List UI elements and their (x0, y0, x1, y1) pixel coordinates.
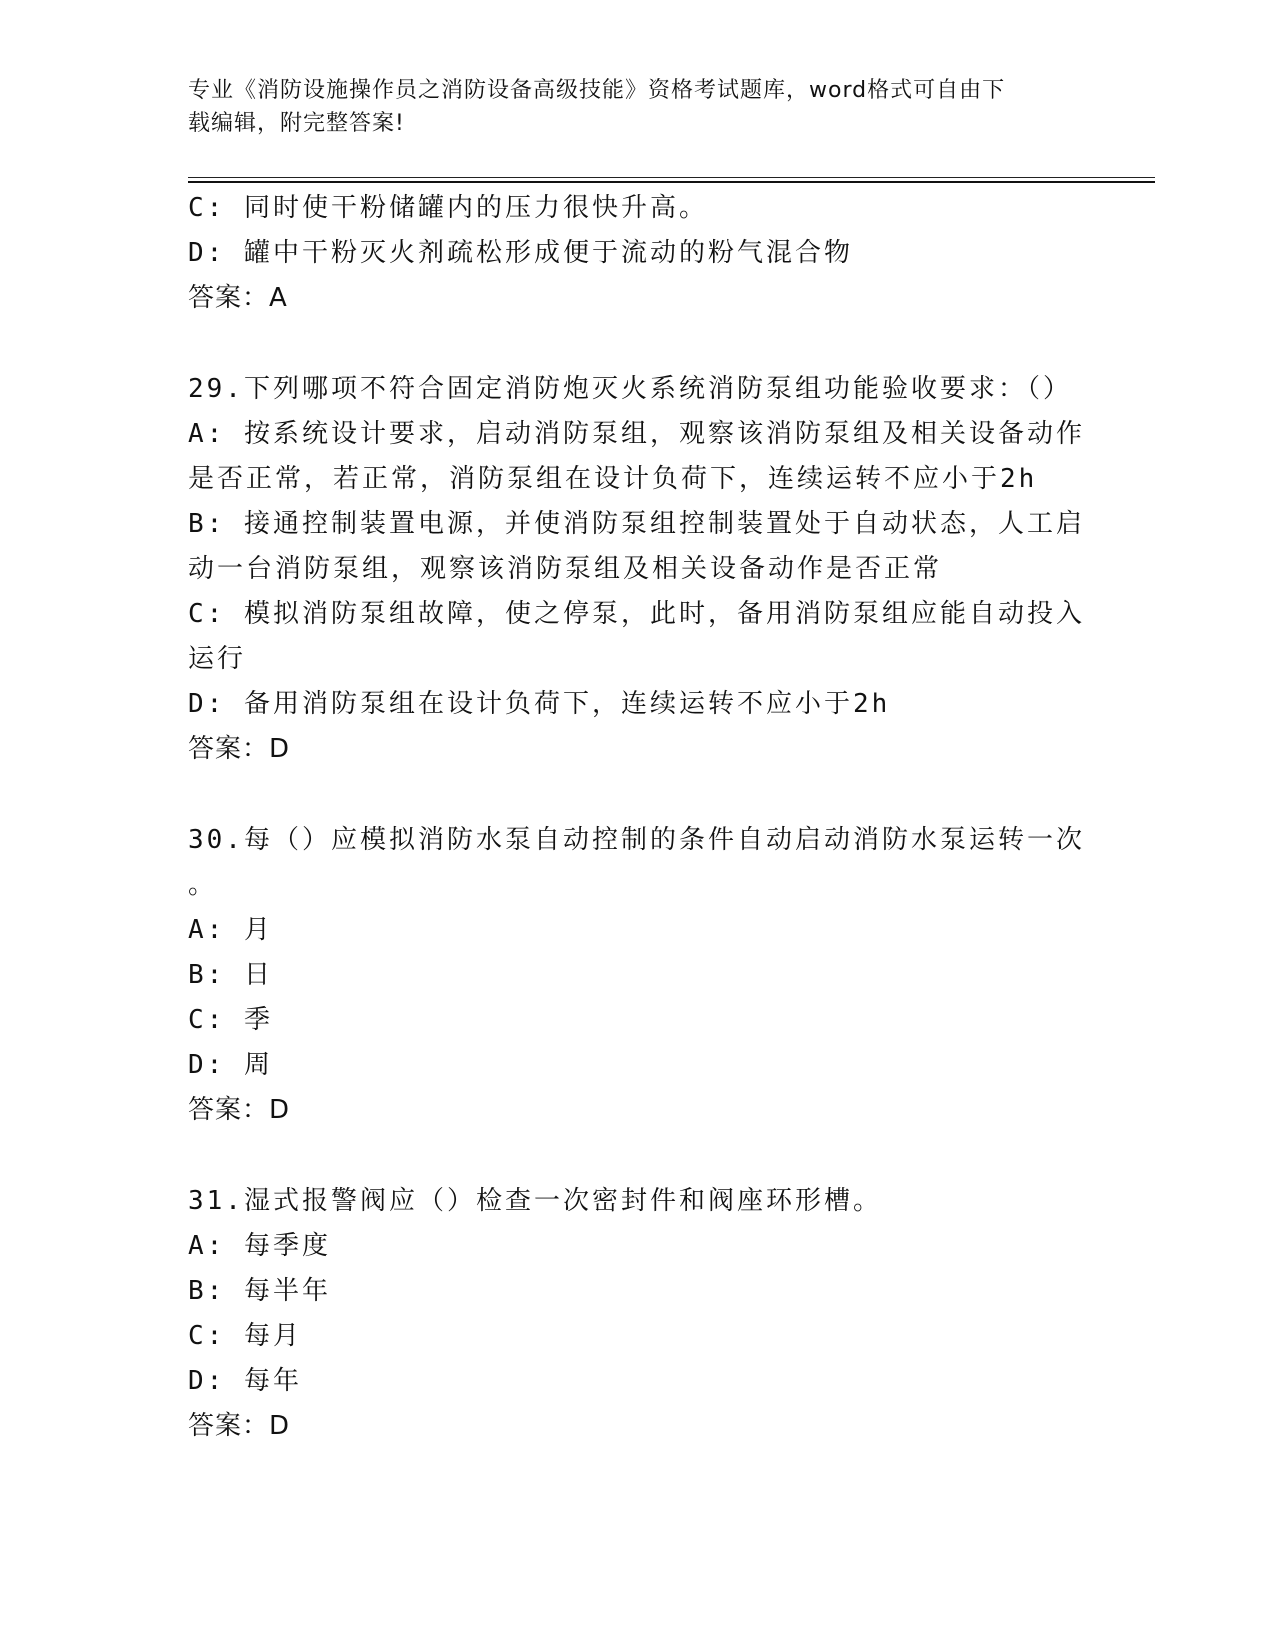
answer-line: 答案：A (188, 283, 288, 313)
option-a: A: 月 (188, 915, 273, 945)
question-stem-continued: 。 (188, 870, 218, 900)
option-d: D: 备用消防泵组在设计负荷下，连续运转不应小于2h (188, 689, 891, 719)
option-c: C: 每月 (188, 1321, 302, 1351)
option-d: D: 周 (188, 1050, 273, 1080)
header-line-1: 专业《消防设施操作员之消防设备高级技能》资格考试题库，word格式可自由下 (188, 78, 1006, 103)
question-stem: 30.每（）应模拟消防水泵自动控制的条件自动启动消防水泵运转一次 (188, 825, 1085, 855)
question-stem: 29.下列哪项不符合固定消防炮灭火系统消防泵组功能验收要求：（） (188, 374, 1072, 404)
answer-line: 答案：D (188, 1411, 291, 1441)
question-list (188, 186, 1088, 1449)
question-stem: 31.湿式报警阀应（）检查一次密封件和阀座环形槽。 (188, 1186, 882, 1216)
option-c: C: 模拟消防泵组故障，使之停泵，此时，备用消防泵组应能自动投入 (188, 599, 1085, 629)
header-divider-thick (188, 181, 1155, 183)
option-c-continued: 运行 (188, 644, 247, 674)
option-d: D: 罐中干粉灭火剂疏松形成便于流动的粉气混合物 (188, 238, 853, 268)
option-a: A: 每季度 (188, 1231, 331, 1261)
question-30 (188, 818, 1088, 1133)
option-b: B: 每半年 (188, 1276, 331, 1306)
option-a-continued: 是否正常，若正常，消防泵组在设计负荷下，连续运转不应小于2h (188, 464, 1038, 494)
answer-line: 答案：D (188, 1095, 291, 1125)
question-28-continued (188, 186, 1088, 321)
option-b: B: 接通控制装置电源，并使消防泵组控制装置处于自动状态，人工启 (188, 509, 1085, 539)
question-29 (188, 367, 1088, 772)
option-b-continued: 动一台消防泵组，观察该消防泵组及相关设备动作是否正常 (188, 554, 943, 584)
option-b: B: 日 (188, 960, 273, 990)
header-divider-thin (188, 177, 1155, 178)
option-c: C: 季 (188, 1005, 273, 1035)
option-c: C: 同时使干粉储罐内的压力很快升高。 (188, 193, 708, 223)
document-header (188, 74, 1068, 140)
question-31 (188, 1179, 1088, 1449)
option-a: A: 按系统设计要求，启动消防泵组，观察该消防泵组及相关设备动作 (188, 419, 1085, 449)
option-d: D: 每年 (188, 1366, 302, 1396)
header-line-2: 载编辑，附完整答案! (188, 111, 405, 136)
answer-line: 答案：D (188, 734, 291, 764)
